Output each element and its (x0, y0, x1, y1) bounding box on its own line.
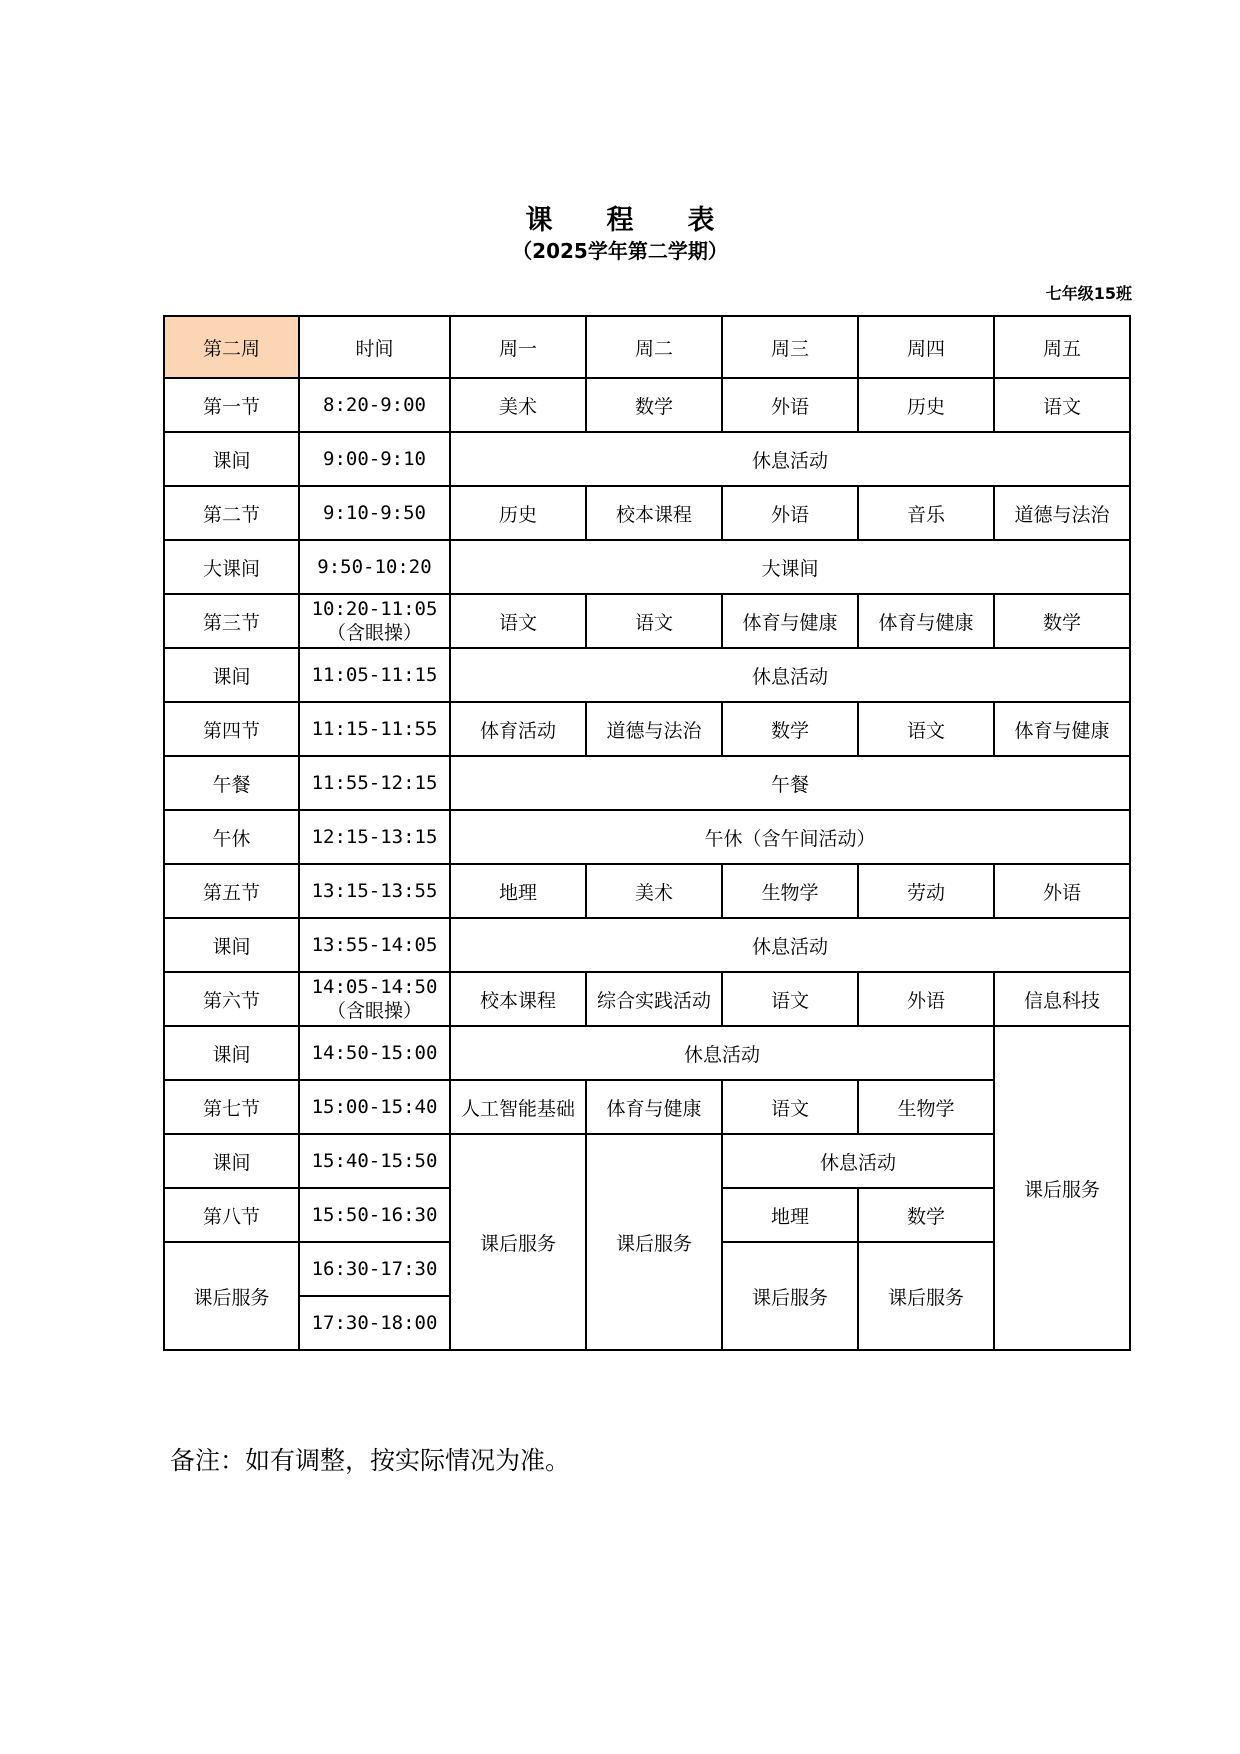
eye-exercise-note: （含眼操） (326, 1000, 422, 1022)
period-label: 第六节 (164, 972, 299, 1026)
table-row (164, 972, 1130, 1026)
after-school-tue: 课后服务 (586, 1134, 722, 1350)
activity-cell: 休息活动 (450, 1026, 994, 1080)
activity-cell: 休息活动 (722, 1134, 994, 1188)
day-header-mon: 周一 (450, 316, 586, 378)
table-row (164, 702, 1130, 756)
table-row (164, 594, 1130, 648)
subject-cell: 数学 (994, 594, 1130, 648)
subject-cell: 美术 (586, 864, 722, 918)
time-range: 16:30-17:30 (299, 1242, 450, 1296)
table-row (164, 918, 1130, 972)
period-label: 第八节 (164, 1188, 299, 1242)
activity-cell: 休息活动 (450, 918, 1130, 972)
table-row (164, 540, 1130, 594)
subject-cell: 体育与健康 (586, 1080, 722, 1134)
time-header: 时间 (299, 316, 450, 378)
eye-exercise-note: （含眼操） (326, 622, 422, 644)
subject-cell: 道德与法治 (586, 702, 722, 756)
subject-cell: 人工智能基础 (450, 1080, 586, 1134)
activity-cell: 休息活动 (450, 432, 1130, 486)
subject-cell: 校本课程 (586, 486, 722, 540)
time-range: 9:50-10:20 (299, 540, 450, 594)
period-label: 第一节 (164, 378, 299, 432)
subject-cell: 地理 (722, 1188, 858, 1242)
subject-cell: 数学 (858, 1188, 994, 1242)
activity-cell: 午休（含午间活动） (450, 810, 1130, 864)
subject-cell: 生物学 (858, 1080, 994, 1134)
period-label: 课间 (164, 918, 299, 972)
activity-cell: 午餐 (450, 756, 1130, 810)
subject-cell: 语文 (586, 594, 722, 648)
table-row (164, 864, 1130, 918)
subject-cell: 语文 (722, 972, 858, 1026)
period-label: 大课间 (164, 540, 299, 594)
after-school-fri: 课后服务 (994, 1026, 1130, 1350)
subject-cell: 语文 (450, 594, 586, 648)
table-row (164, 756, 1130, 810)
day-header-fri: 周五 (994, 316, 1130, 378)
time-range: 13:15-13:55 (299, 864, 450, 918)
table-row (164, 1080, 1130, 1134)
day-header-wed: 周三 (722, 316, 858, 378)
table-row (164, 486, 1130, 540)
subject-cell: 音乐 (858, 486, 994, 540)
time-range: 14:05-14:50 (311, 976, 438, 998)
time-range: 9:00-9:10 (299, 432, 450, 486)
page-title: 课 程 表 (525, 205, 715, 236)
subject-cell: 道德与法治 (994, 486, 1130, 540)
time-range: 12:15-13:15 (299, 810, 450, 864)
after-school-wed: 课后服务 (722, 1242, 858, 1350)
subject-cell: 校本课程 (450, 972, 586, 1026)
subject-cell: 历史 (450, 486, 586, 540)
subject-cell: 外语 (994, 864, 1130, 918)
footnote: 备注：如有调整，按实际情况为准。 (170, 1446, 571, 1475)
table-row (164, 810, 1130, 864)
period-label: 第二节 (164, 486, 299, 540)
period-label: 午餐 (164, 756, 299, 810)
period-label: 第三节 (164, 594, 299, 648)
subject-cell: 外语 (722, 378, 858, 432)
subject-cell: 地理 (450, 864, 586, 918)
after-school-thu: 课后服务 (858, 1242, 994, 1350)
subject-cell: 美术 (450, 378, 586, 432)
time-range: 9:10-9:50 (299, 486, 450, 540)
period-label: 课间 (164, 1026, 299, 1080)
period-label: 课间 (164, 648, 299, 702)
table-row (164, 432, 1130, 486)
subject-cell: 体育与健康 (994, 702, 1130, 756)
time-range-with-note (299, 594, 450, 648)
schedule-table (163, 315, 1131, 1351)
subject-cell: 外语 (722, 486, 858, 540)
page-subtitle: （2025学年第二学期） (512, 239, 728, 263)
time-range: 8:20-9:00 (299, 378, 450, 432)
period-label: 第七节 (164, 1080, 299, 1134)
period-label: 课间 (164, 432, 299, 486)
subject-cell: 体育与健康 (722, 594, 858, 648)
class-label: 七年级15班 (1045, 284, 1132, 303)
period-label: 课间 (164, 1134, 299, 1188)
period-label: 午休 (164, 810, 299, 864)
subject-cell: 信息科技 (994, 972, 1130, 1026)
period-label: 课后服务 (164, 1242, 299, 1350)
subject-cell: 数学 (722, 702, 858, 756)
table-header-row (164, 316, 1130, 378)
period-label: 第四节 (164, 702, 299, 756)
week-label: 第二周 (164, 316, 299, 378)
subject-cell: 劳动 (858, 864, 994, 918)
time-range: 11:55-12:15 (299, 756, 450, 810)
time-range-with-note (299, 972, 450, 1026)
subject-cell: 综合实践活动 (586, 972, 722, 1026)
table-row (164, 1026, 1130, 1080)
time-range: 15:00-15:40 (299, 1080, 450, 1134)
time-range: 15:40-15:50 (299, 1134, 450, 1188)
time-range: 13:55-14:05 (299, 918, 450, 972)
period-label: 第五节 (164, 864, 299, 918)
table-row (164, 1134, 1130, 1188)
time-range: 11:15-11:55 (299, 702, 450, 756)
time-range: 15:50-16:30 (299, 1188, 450, 1242)
table-row (164, 648, 1130, 702)
time-range: 10:20-11:05 (311, 598, 438, 620)
subject-cell: 历史 (858, 378, 994, 432)
subject-cell: 语文 (994, 378, 1130, 432)
after-school-mon: 课后服务 (450, 1134, 586, 1350)
activity-cell: 大课间 (450, 540, 1130, 594)
subject-cell: 体育与健康 (858, 594, 994, 648)
subject-cell: 外语 (858, 972, 994, 1026)
time-range: 11:05-11:15 (299, 648, 450, 702)
day-header-thu: 周四 (858, 316, 994, 378)
table-row (164, 378, 1130, 432)
activity-cell: 休息活动 (450, 648, 1130, 702)
subject-cell: 生物学 (722, 864, 858, 918)
subject-cell: 数学 (586, 378, 722, 432)
time-range: 17:30-18:00 (299, 1296, 450, 1350)
subject-cell: 语文 (858, 702, 994, 756)
time-range: 14:50-15:00 (299, 1026, 450, 1080)
subject-cell: 语文 (722, 1080, 858, 1134)
day-header-tue: 周二 (586, 316, 722, 378)
subject-cell: 体育活动 (450, 702, 586, 756)
